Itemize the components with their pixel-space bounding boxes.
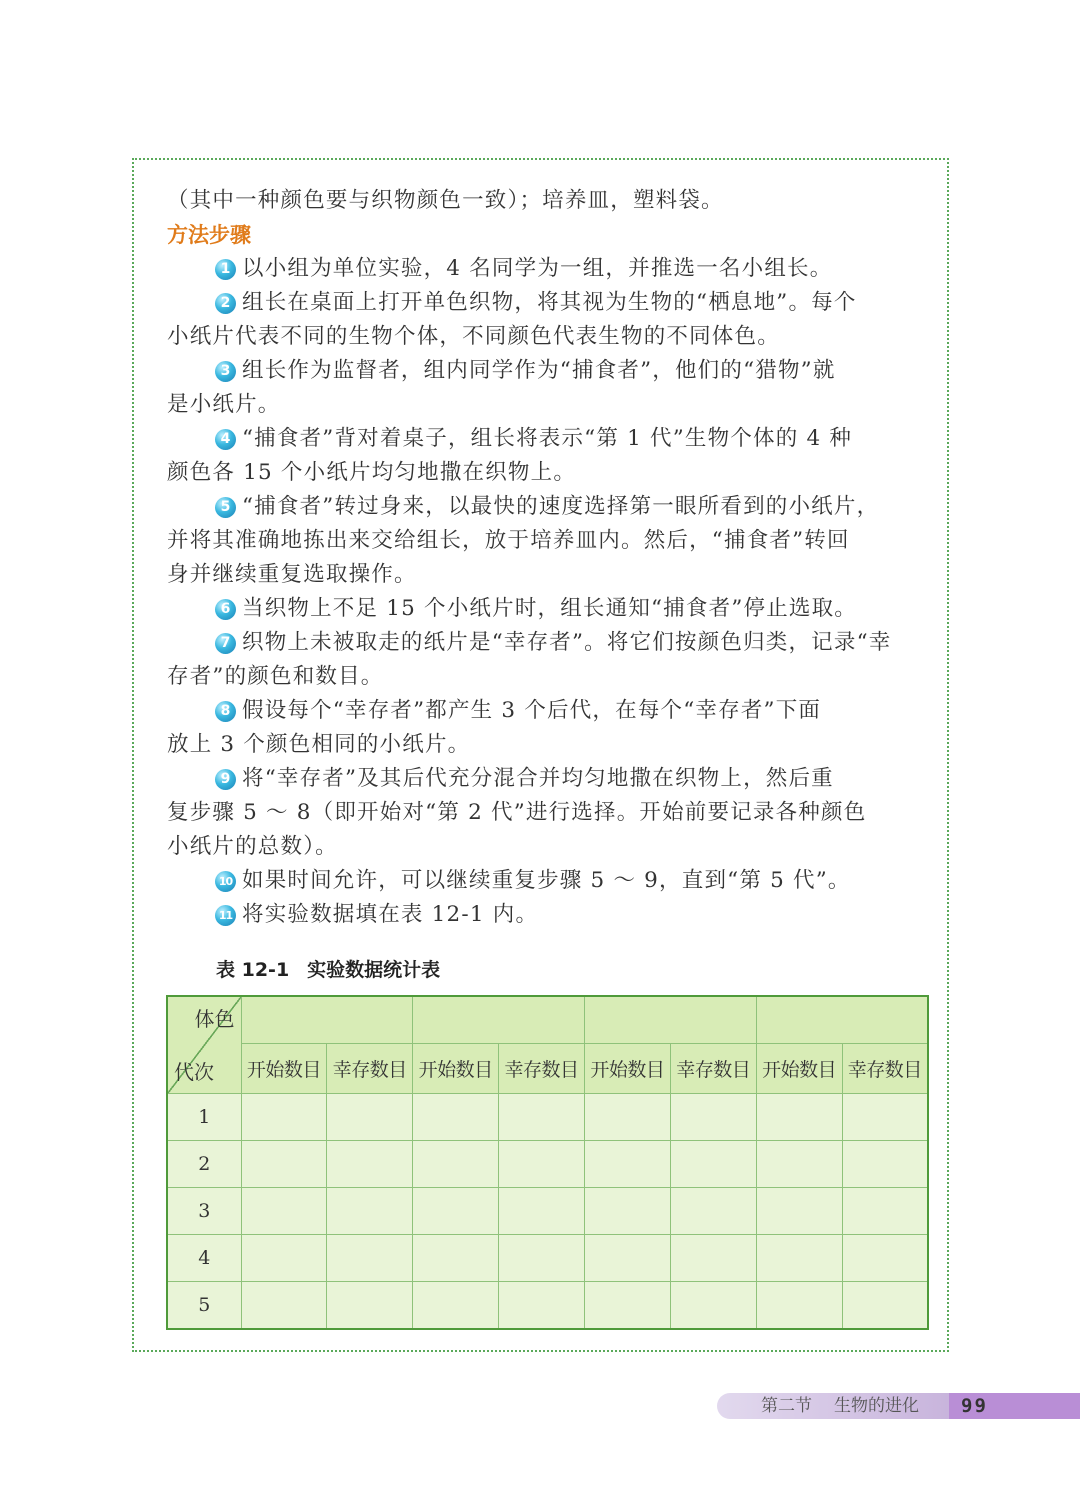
step-text: 小纸片的总数）。 [167,834,338,859]
step-text: 颜色各 15 个小纸片均匀地撒在织物上。 [167,460,577,485]
data-cell [413,1234,499,1281]
data-cell [756,1093,842,1140]
step-number-icon: 9 [215,769,236,790]
table-caption-title: 实验数据统计表 [307,959,441,981]
data-cell [756,1187,842,1234]
data-cell [842,1234,928,1281]
intro-line: （其中一种颜色要与织物颜色一致）；培养皿，塑料袋。 [167,188,724,213]
data-cell [241,1281,327,1329]
table-row [167,1093,928,1140]
step-number-icon: 10 [215,871,236,892]
step-text: 身并继续重复选取操作。 [167,562,417,587]
step-text: 组长作为监督者，组内同学作为“捕食者”，他们的“猎物”就 [242,358,836,383]
generation-cell: 4 [167,1234,241,1281]
step-text: 是小纸片。 [167,392,281,417]
step-text: 以小组为单位实验，4 名同学为一组，并推选一名小组长。 [242,256,833,281]
step-line [167,796,919,830]
column-header: 开始数目 [585,1043,671,1093]
data-cell [842,1093,928,1140]
step-line [167,286,919,320]
color-group-header [585,996,757,1043]
step-line [167,898,919,932]
data-cell [499,1281,585,1329]
data-cell [585,1187,671,1234]
step-line [167,558,919,592]
column-header: 开始数目 [413,1043,499,1093]
data-cell [585,1234,671,1281]
step-text: 组长在桌面上打开单色织物，将其视为生物的“栖息地”。每个 [242,290,857,315]
footer-label [761,1393,919,1419]
step-text: 小纸片代表不同的生物个体，不同颜色代表生物的不同体色。 [167,324,780,349]
color-group-header [756,996,928,1043]
data-cell [327,1140,413,1187]
step-number-icon: 6 [215,599,236,620]
data-cell [842,1140,928,1187]
step-number-icon: 11 [215,905,236,926]
generation-cell: 3 [167,1187,241,1234]
step-number-icon: 5 [215,497,236,518]
data-cell [413,1281,499,1329]
data-cell [585,1140,671,1187]
column-header: 开始数目 [241,1043,327,1093]
data-cell [499,1093,585,1140]
table-caption [216,955,440,985]
step-text: 复步骤 5 ～ 8（即开始对“第 2 代”进行选择。开始前要记录各种颜色 [167,800,867,825]
generation-cell: 1 [167,1093,241,1140]
step-line [167,354,919,388]
data-cell [585,1093,671,1140]
step-number-icon: 2 [215,293,236,314]
step-line [167,626,919,660]
step-text: 存者”的颜色和数目。 [167,664,384,689]
step-number-icon: 3 [215,361,236,382]
generation-cell: 2 [167,1140,241,1187]
data-cell [756,1234,842,1281]
column-header: 开始数目 [756,1043,842,1093]
step-text: “捕食者”转过身来，以最快的速度选择第一眼所看到的小纸片， [242,494,880,519]
step-line [167,252,919,286]
step-line [167,524,919,558]
step-line [167,490,919,524]
generation-cell: 5 [167,1281,241,1329]
data-cell [499,1187,585,1234]
data-cell [327,1093,413,1140]
step-text: 将实验数据填在表 12-1 内。 [242,902,539,927]
step-number-icon: 4 [215,429,236,450]
table-corner-cell [167,996,241,1093]
color-group-header [413,996,585,1043]
data-cell [670,1093,756,1140]
step-line [167,592,919,626]
data-cell [842,1281,928,1329]
step-number-icon: 1 [215,259,236,280]
data-cell [241,1093,327,1140]
data-cell [241,1140,327,1187]
step-line [167,660,919,694]
step-line [167,456,919,490]
step-text: 放上 3 个颜色相同的小纸片。 [167,732,471,757]
data-cell [756,1281,842,1329]
table-caption-number: 表 12-1 [216,959,290,981]
step-line [167,388,919,422]
data-cell [670,1234,756,1281]
data-cell [670,1187,756,1234]
step-number-icon: 7 [215,633,236,654]
data-cell [670,1281,756,1329]
data-cell [413,1140,499,1187]
table-row [167,1281,928,1329]
table-row [167,1234,928,1281]
column-header: 幸存数目 [670,1043,756,1093]
page-number: 99 [961,1395,988,1417]
step-line [167,830,919,864]
step-text: 如果时间允许，可以继续重复步骤 5 ～ 9，直到“第 5 代”。 [242,868,851,893]
step-text: 当织物上不足 15 个小纸片时，组长通知“捕食者”停止选取。 [242,596,858,621]
step-line [167,694,919,728]
step-line [167,320,919,354]
step-line [167,728,919,762]
column-header: 幸存数目 [499,1043,585,1093]
step-text: 织物上未被取走的纸片是“幸存者”。将它们按颜色归类，记录“幸 [242,630,892,655]
step-line [167,762,919,796]
corner-label-generation: 代次 [174,1059,214,1084]
page-footer [717,1393,1080,1419]
step-text: “捕食者”背对着桌子，组长将表示“第 1 代”生物个体的 4 种 [242,426,853,451]
data-cell [413,1187,499,1234]
data-cell [499,1140,585,1187]
step-text: 假设每个“幸存者”都产生 3 个后代，在每个“幸存者”下面 [242,698,822,723]
data-cell [327,1187,413,1234]
table-row [167,1187,928,1234]
data-cell [241,1187,327,1234]
corner-label-color: 体色 [194,1007,235,1031]
column-header: 幸存数目 [842,1043,928,1093]
step-line [167,864,919,898]
data-cell [327,1281,413,1329]
section-heading: 方法步骤 [167,223,251,247]
footer-title: 生物的进化 [834,1396,919,1416]
data-cell [585,1281,671,1329]
data-cell [241,1234,327,1281]
data-cell [756,1140,842,1187]
data-cell [327,1234,413,1281]
page-number-tab [949,1393,1080,1419]
step-number-icon: 8 [215,701,236,722]
data-table [166,995,929,1330]
data-cell [842,1187,928,1234]
step-text: 并将其准确地拣出来交给组长，放于培养皿内。然后，“捕食者”转回 [167,528,850,553]
color-group-header [241,996,413,1043]
step-text: 将“幸存者”及其后代充分混合并均匀地撒在织物上，然后重 [242,766,834,791]
table-row [167,1140,928,1187]
step-line [167,422,919,456]
footer-section: 第二节 [761,1396,812,1416]
data-cell [670,1140,756,1187]
data-cell [413,1093,499,1140]
data-cell [499,1234,585,1281]
column-header: 幸存数目 [327,1043,413,1093]
